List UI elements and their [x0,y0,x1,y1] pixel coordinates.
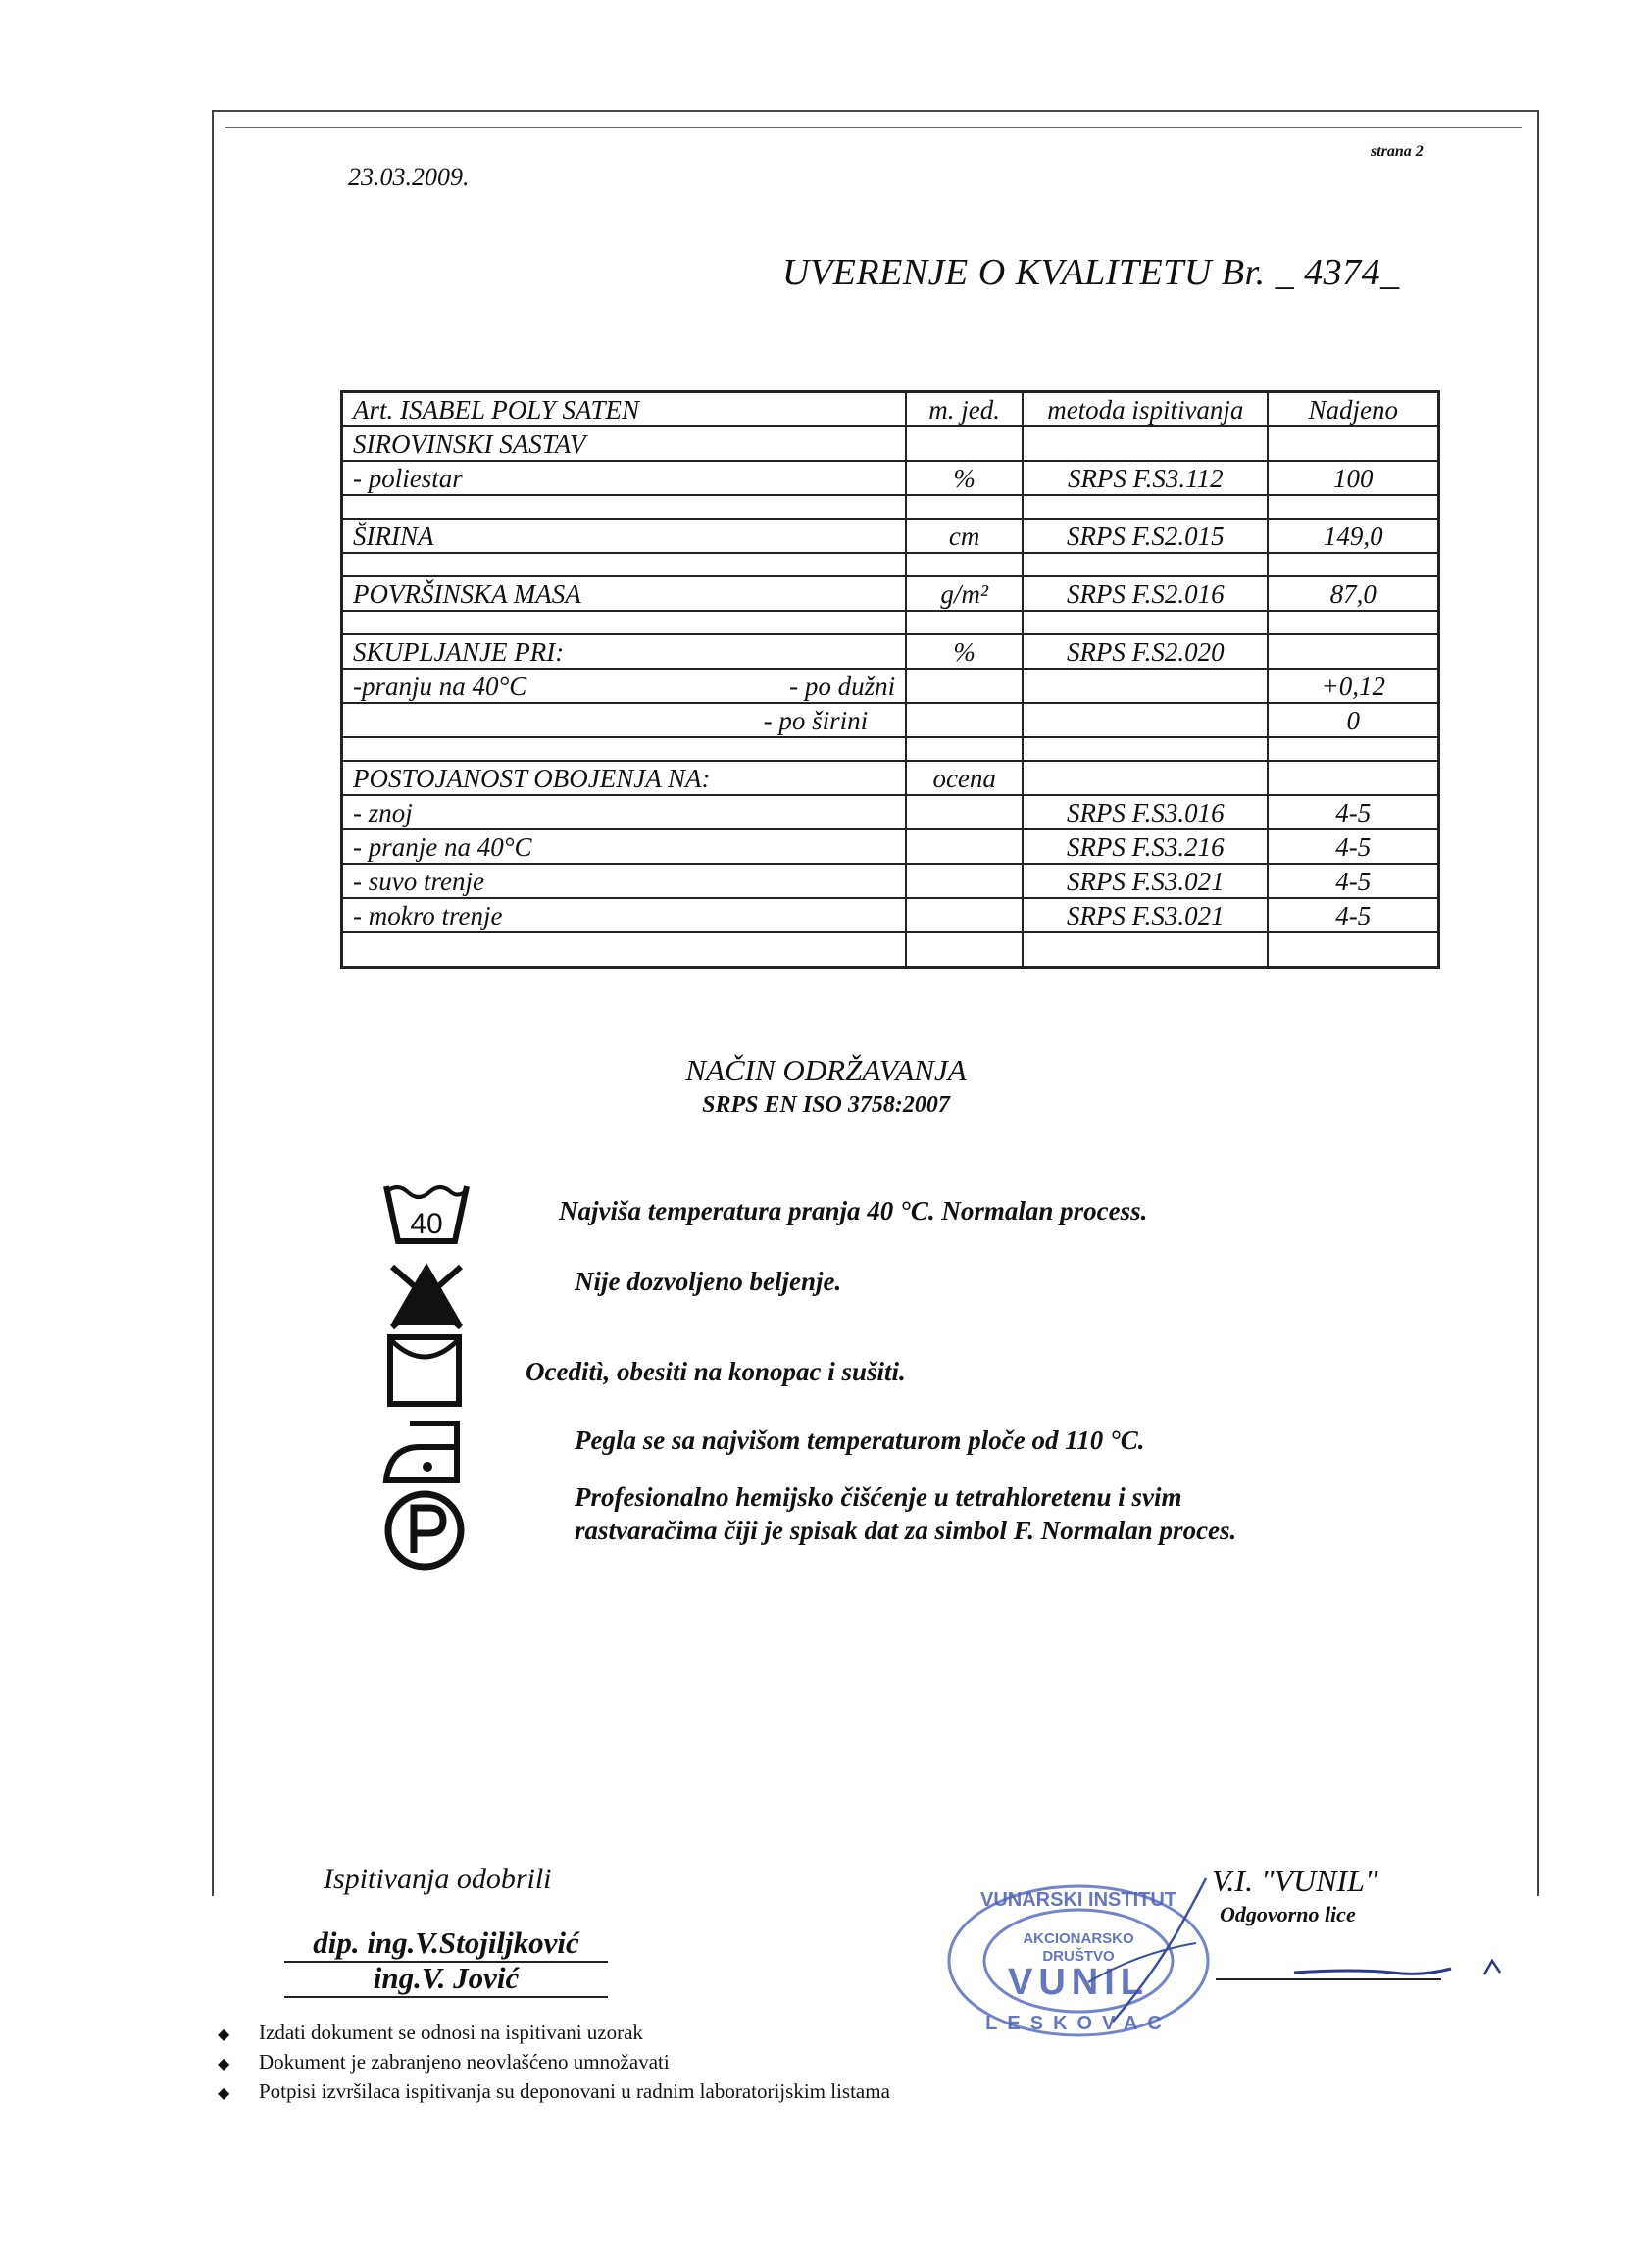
svg-text:VUNIL: VUNIL [1008,1962,1149,2003]
svg-text:DRUŠTVO: DRUŠTVO [1042,1948,1115,1965]
table-row [342,669,1439,703]
list-item: ◆ Izdati dokument se odnosi na ispitivani uzorak [218,2018,890,2047]
table-header-row [342,392,1439,427]
care-title: NAČIN ODRŽAVANJA [685,1053,967,1087]
fastness-sweat-value: 4-5 [1268,795,1438,829]
shrinkage-length-value: +0,12 [1268,669,1438,703]
table-row [342,611,1439,634]
fastness-label: POSTOJANOST OBOJENJA NA: [342,761,907,795]
polyester-label: - poliestar [342,461,907,495]
mass-label: POVRŠINSKA MASA [342,576,907,611]
width-method: SRPS F.S2.015 [1023,519,1268,553]
table-row [342,553,1439,576]
shrinkage-method: SRPS F.S2.020 [1023,634,1268,669]
polyester-unit: % [906,461,1023,495]
raw-composition-label: SIROVINSKI SASTAV [342,426,907,461]
fastness-sweat-label: - znoj [342,795,907,829]
fastness-dry-rub-value: 4-5 [1268,864,1438,898]
care-wash-text: Najviša temperatura pranja 40 °C. Normalan process. [559,1196,1148,1225]
table-row [342,864,1439,898]
fastness-wet-rub-label: - mokro trenje [342,898,907,932]
responsible-person-label: Odgovorno lice [1220,1902,1356,1926]
table-row [342,495,1439,519]
bullet-icon: ◆ [218,2056,230,2073]
care-standard: SRPS EN ISO 3758:2007 [702,1092,950,1118]
fastness-wash-method: SRPS F.S3.216 [1023,829,1268,864]
table-row [342,829,1439,864]
list-item: ◆ Dokument je zabranjeno neovlašćeno umnožavati [218,2047,890,2076]
document-title: UVERENJE O KVALITETU Br. _ 4374_ [782,252,1400,293]
frame-inner-line [225,127,1522,128]
approver-name-2: ing.V. Jović [284,1961,608,1998]
wash-tub-40-icon [382,1180,471,1249]
list-item: ◆ Potpisi izvršilaca ispitivanja su deponovani u radnim laboratorijskim listama [218,2076,890,2106]
fastness-sweat-method: SRPS F.S3.016 [1023,795,1268,829]
header-unit: m. jed. [906,392,1023,427]
bullet-icon: ◆ [218,2085,230,2102]
width-value: 149,0 [1268,519,1438,553]
fastness-wash-label: - pranje na 40°C [342,829,907,864]
table-row [342,898,1439,932]
signature-scribble [1275,1951,1510,1990]
approver-name-1: dip. ing.V.Stojiljković [284,1925,608,1963]
mass-value: 87,0 [1268,576,1438,611]
care-bleach-text: Nije dozvoljeno beljenje. [575,1267,842,1296]
mass-method: SRPS F.S2.016 [1023,576,1268,611]
svg-text:VUNARSKI INSTITUT: VUNARSKI INSTITUT [980,1889,1176,1911]
header-found: Nadjeno [1268,392,1438,427]
svg-text:AKCIONARSKO: AKCIONARSKO [1023,1930,1134,1947]
table-row [342,761,1439,795]
page-number: strana 2 [1371,143,1424,160]
width-unit: cm [906,519,1023,553]
shrinkage-width-value: 0 [1268,703,1438,737]
page-frame [212,110,1539,1896]
header-article: Art. ISABEL POLY SATEN [342,392,907,427]
width-label: ŠIRINA [342,519,907,553]
fastness-dry-rub-method: SRPS F.S3.021 [1023,864,1268,898]
document-date: 23.03.2009. [348,163,470,191]
care-dry-text: Oceditì, obesiti na konopac i sušiti. [526,1357,906,1386]
organization-name: V.I. "VUNIL" [1212,1863,1378,1898]
svg-text:40: 40 [410,1208,443,1240]
shrinkage-label: SKUPLJANJE PRI: [342,634,907,669]
no-bleach-icon [384,1259,469,1329]
care-dryclean-text-1: Profesionalno hemijsko čišćenje u tetrahloretenu i svim [575,1482,1182,1512]
table-row [342,932,1439,968]
fastness-unit: ocena [906,761,1023,795]
fastness-dry-rub-label: - suvo trenje [342,864,907,898]
table-row [342,426,1439,461]
approved-label: Ispitivanja odobrili [324,1863,552,1895]
table-row [342,576,1439,611]
table-row [342,795,1439,829]
care-iron-text: Pegla se sa najvišom temperaturom ploče od 110 °C. [575,1425,1145,1455]
institute-stamp [941,1874,1226,2041]
shrinkage-width-label: - po širini [342,703,907,737]
fastness-wash-value: 4-5 [1268,829,1438,864]
header-method: metoda ispitivanja [1023,392,1268,427]
fastness-wet-rub-method: SRPS F.S3.021 [1023,898,1268,932]
table-row [342,634,1439,669]
table-row [342,737,1439,761]
dry-clean-p-icon [382,1488,467,1573]
care-dryclean-text-2: rastvaračima čiji je spisak dat za simbol F. Normalan proces. [575,1516,1237,1545]
shrinkage-wash-label: -pranju na 40°C [353,671,527,701]
table-row [342,461,1439,495]
table-row [342,703,1439,737]
shrinkage-unit: % [906,634,1023,669]
fastness-wet-rub-value: 4-5 [1268,898,1438,932]
table-row [342,519,1439,553]
mass-unit: g/m² [906,576,1023,611]
svg-text:LESKOVAC: LESKOVAC [985,2013,1172,2034]
footnotes [218,2018,890,2106]
shrinkage-length-label: - po dužni [789,671,896,701]
quality-table [340,390,1440,969]
polyester-value: 100 [1268,461,1438,495]
iron-icon [380,1416,469,1486]
line-dry-icon [386,1333,463,1408]
bullet-icon: ◆ [218,2026,230,2043]
polyester-method: SRPS F.S3.112 [1023,461,1268,495]
